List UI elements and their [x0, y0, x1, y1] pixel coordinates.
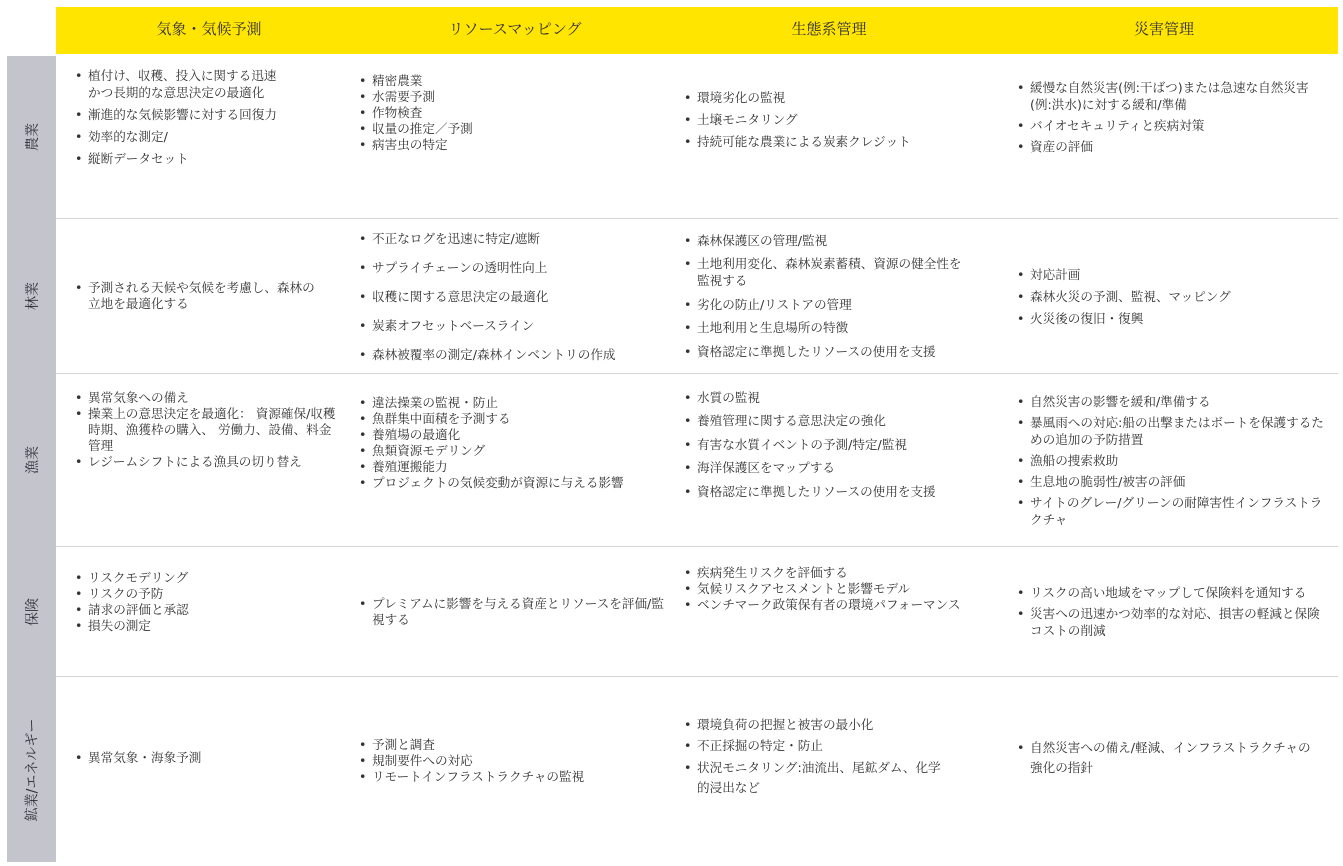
list-item: • 精密農業: [357, 73, 662, 89]
cell-mining-resource: [357, 737, 662, 797]
list-item: • 状況モニタリング:油流出、尾鉱ダム、化学的浸出など: [682, 758, 952, 798]
cell-forestry-weather: [73, 219, 318, 373]
list-item: • バイオセキュリティと疾病対策: [1015, 117, 1325, 134]
list-item: • サプライチェーンの透明性向上: [357, 259, 662, 276]
cell-mining-disaster: [1015, 677, 1315, 839]
list-item: • 異常気象・海象予測: [73, 750, 343, 766]
list-item: • 資格認定に準拠したリソースの使用を支援: [682, 483, 987, 500]
list-item: • 森林被覆率の測定/森林インベントリの作成: [357, 346, 662, 363]
cell-agriculture-weather: [73, 62, 288, 217]
list-item: • プレミアムに影響を与える資産とリソースを評価/監視する: [357, 596, 669, 628]
row-label-fishery: 漁業: [24, 446, 41, 474]
list-item: • 気候リスクアセスメントと影響モデル: [682, 581, 987, 597]
cell-fishery-disaster: [1015, 389, 1325, 544]
list-item: • 環境劣化の監視: [682, 89, 987, 106]
list-item: • 対応計画: [1015, 266, 1325, 283]
list-item: • 水需要予測: [357, 89, 662, 105]
list-item: • 災害への迅速かつ効率的な対応、損害の軽減と保険コストの削減: [1015, 605, 1320, 639]
list-item: • 土壌モニタリング: [682, 111, 987, 128]
bullet-list: [73, 390, 343, 470]
list-item: • 生息地の脆弱性/被害の評価: [1015, 473, 1325, 490]
cell-insurance-disaster: [1015, 547, 1320, 676]
list-item: • 養殖運搬能力: [357, 459, 662, 475]
list-item: • 漸進的な気候影響に対する回復力: [73, 106, 288, 123]
list-item: • 火災後の復旧・復興: [1015, 310, 1325, 327]
list-item: • 有害な水質イベントの予測/特定/監視: [682, 436, 987, 453]
list-item: • 水質の監視: [682, 389, 987, 406]
list-item: • 疾病発生リスクを評価する: [682, 565, 987, 581]
cell-fishery-resource: [357, 395, 662, 535]
bullet-list: [1015, 738, 1315, 778]
bullet-list: [1015, 75, 1325, 159]
bullet-list: [357, 596, 669, 628]
bullet-list: [73, 280, 318, 312]
list-item: • リスクモデリング: [73, 570, 343, 586]
list-item: • 損失の測定: [73, 618, 343, 634]
list-item: • 魚群集中面積を予測する: [357, 411, 662, 427]
bullet-list: [73, 570, 343, 634]
list-item: • リスクの予防: [73, 586, 343, 602]
list-item: • 規制要件への対応: [357, 753, 662, 769]
bullet-list: [682, 382, 987, 506]
cell-mining-weather: [73, 677, 343, 839]
row-label-forestry: 林業: [24, 282, 41, 310]
column-header-disaster-management: 災害管理: [1133, 20, 1194, 38]
list-item: • 養殖管理に関する意思決定の強化: [682, 412, 987, 429]
list-item: • 森林火災の予測、監視、マッピング: [1015, 288, 1325, 305]
cell-agriculture-resource: [357, 73, 662, 173]
bullet-list: [357, 737, 662, 785]
cell-agriculture-disaster: [1015, 75, 1325, 165]
row-label-agriculture: 農業: [24, 123, 41, 151]
list-item: • 炭素オフセットベースライン: [357, 317, 662, 334]
list-item: • 資格認定に準拠したリソースの使用を支援: [682, 343, 974, 360]
list-item: • 自然災害への備え/軽減、インフラストラクチャの強化の指針: [1015, 738, 1315, 778]
bullet-list: [73, 62, 288, 172]
bullet-list: [1015, 580, 1320, 643]
list-item: • 予測される天候や気候を考慮し、森林の立地を最適化する: [73, 280, 318, 312]
list-item: • 養殖場の最適化: [357, 427, 662, 443]
list-item: • 効率的な測定/: [73, 128, 288, 145]
list-item: • 海洋保護区をマップする: [682, 459, 987, 476]
list-item: • サイトのグレー/グリーンの耐障害性インフラストラクチャ: [1015, 494, 1325, 528]
list-item: • リスクの高い地域をマップして保険料を通知する: [1015, 584, 1320, 601]
row-label-mining-energy: 鉱業/エネルギー: [24, 718, 41, 821]
list-item: • 操業上の意思決定を最適化： 資源確保/収穫時期、漁獲枠の購入、 労働力、設備、料金管理: [73, 406, 343, 454]
bullet-list: [1015, 261, 1325, 332]
list-item: • リモートインフラストラクチャの監視: [357, 769, 662, 785]
list-item: • 土地利用と生息場所の特徴: [682, 319, 974, 336]
cell-insurance-ecosystem: [682, 565, 987, 625]
column-header-resource-mapping: リソースマッピング: [448, 20, 582, 38]
cell-forestry-disaster: [1015, 219, 1325, 373]
list-item: • 収量の推定／予測: [357, 121, 662, 137]
row-divider: [56, 373, 1338, 374]
bullet-list: [682, 712, 952, 802]
list-item: • 不正採掘の特定・防止: [682, 737, 952, 754]
list-item: • 自然災害の影響を緩和/準備する: [1015, 393, 1325, 410]
list-item: • 予測と調査: [357, 737, 662, 753]
bullet-list: [357, 73, 662, 153]
cell-forestry-resource: [357, 223, 662, 371]
list-item: • 資産の評価: [1015, 138, 1325, 155]
list-item: • 漁船の捜索救助: [1015, 452, 1325, 469]
bullet-list: [357, 395, 662, 491]
list-item: • 環境負荷の把握と被害の最小化: [682, 716, 952, 733]
list-item: • ベンチマーク政策保有者の環境パフォーマンス: [682, 597, 987, 613]
list-item: • 森林保護区の管理/監視: [682, 232, 974, 249]
list-item: • 異常気象への備え: [73, 390, 343, 406]
list-item: • 土地利用変化、森林炭素蓄積、資源の健全性を監視する: [682, 255, 974, 289]
cell-insurance-weather: [73, 547, 343, 657]
list-item: • 持続可能な農業による炭素クレジット: [682, 133, 987, 150]
list-item: • レジームシフトによる漁具の切り替え: [73, 454, 343, 470]
cell-forestry-ecosystem: [682, 225, 974, 371]
bullet-list: [682, 84, 987, 155]
bullet-list: [1015, 389, 1325, 532]
list-item: • 劣化の防止/リストアの管理: [682, 296, 974, 313]
list-item: • 作物検査: [357, 105, 662, 121]
list-item: • 収穫に関する意思決定の最適化: [357, 288, 662, 305]
column-header-weather-forecast: 気象・気候予測: [156, 20, 262, 38]
bullet-list: [357, 223, 662, 369]
list-item: • 病害虫の特定: [357, 137, 662, 153]
list-item: • 縦断データセット: [73, 150, 288, 167]
cell-agriculture-ecosystem: [682, 84, 987, 164]
column-header-ecosystem-management: 生態系管理: [791, 20, 867, 38]
list-item: • 緩慢な自然災害(例:干ばつ)または急速な自然災害(例:洪水)に対する緩和/準備: [1015, 79, 1325, 113]
list-item: • 不正なログを迅速に特定/遮断: [357, 230, 662, 247]
list-item: • 請求の評価と承認: [73, 602, 343, 618]
cell-fishery-weather: [73, 390, 343, 540]
list-item: • 暴風雨への対応:船の出撃またはボートを保護するための追加の予防措置: [1015, 414, 1325, 448]
list-item: • 植付け、収穫、投入に関する迅速かつ長期的な意思決定の最適化: [73, 67, 288, 101]
bullet-list: [682, 565, 987, 613]
bullet-list: [682, 225, 974, 366]
list-item: • プロジェクトの気候変動が資源に与える影響: [357, 475, 662, 491]
list-item: • 違法操業の監視・防止: [357, 395, 662, 411]
cell-insurance-resource: [357, 547, 669, 676]
cell-fishery-ecosystem: [682, 382, 987, 542]
bullet-list: [73, 750, 343, 766]
row-label-insurance: 保険: [24, 597, 41, 626]
cell-mining-ecosystem: [682, 712, 952, 807]
list-item: • 魚類資源モデリング: [357, 443, 662, 459]
